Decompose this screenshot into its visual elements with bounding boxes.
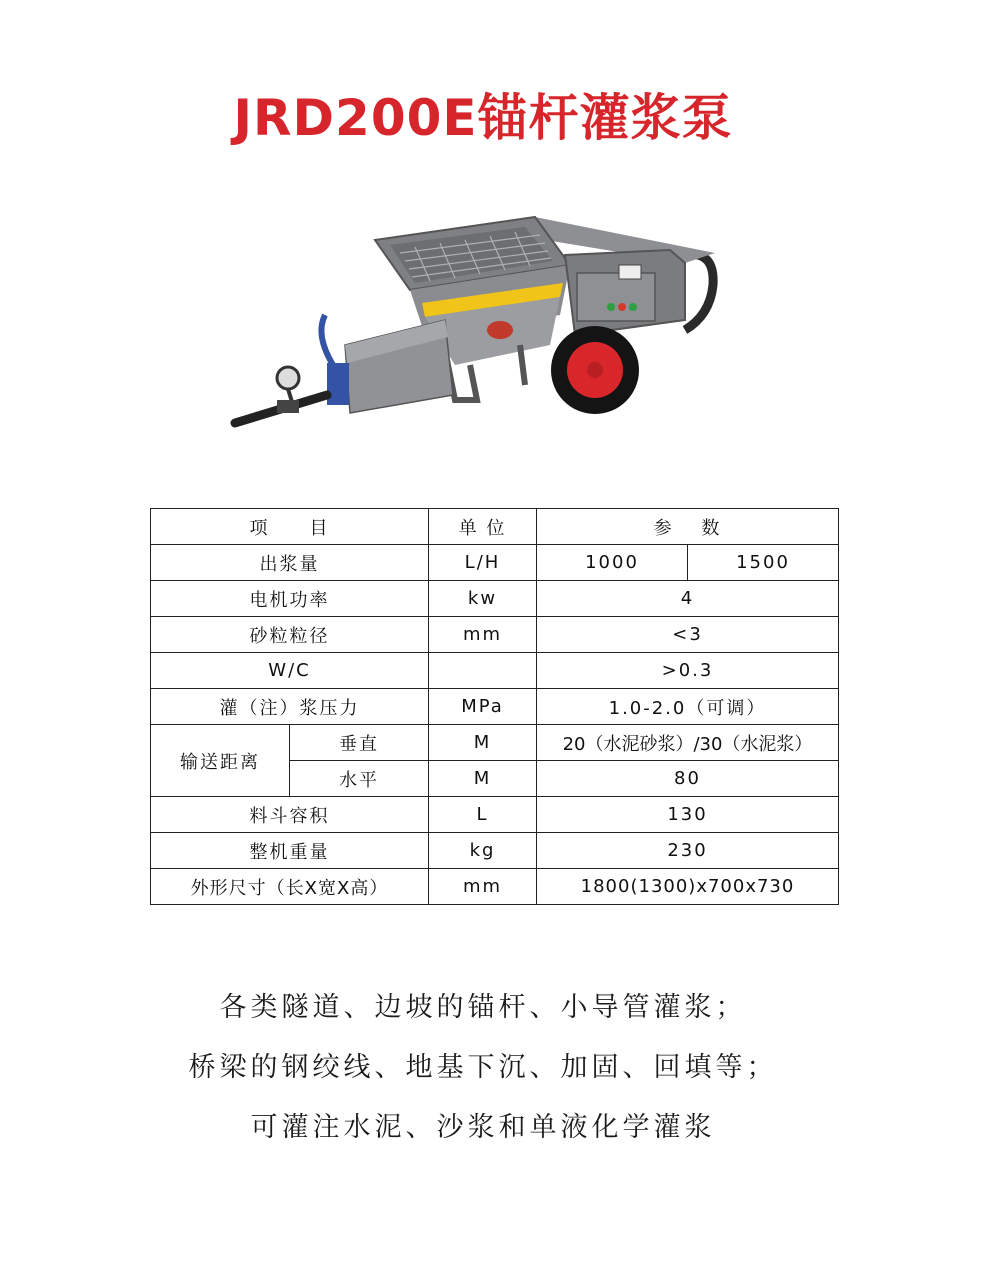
row-unit: mm <box>429 869 537 905</box>
table-row <box>151 653 839 689</box>
row-value: 4 <box>537 581 839 617</box>
table-row <box>151 797 839 833</box>
row-value: <3 <box>537 617 839 653</box>
row-label: 料斗容积 <box>151 797 429 833</box>
row-label: 外形尺寸（长X宽X高） <box>151 869 429 905</box>
header-unit: 单 位 <box>429 509 537 545</box>
table-row <box>151 545 839 581</box>
row-label: 灌（注）浆压力 <box>151 689 429 725</box>
row-group-label: 输送距离 <box>151 725 290 797</box>
row-label: 整机重量 <box>151 833 429 869</box>
row-unit: kw <box>429 581 537 617</box>
row-label: 砂粒粒径 <box>151 617 429 653</box>
product-photo <box>215 195 735 440</box>
table-row <box>151 689 839 725</box>
description-line: 可灌注水泥、沙浆和单液化学灌浆 <box>250 1112 716 1143</box>
row-unit: L <box>429 797 537 833</box>
row-unit: L/H <box>429 545 537 581</box>
table-row <box>151 581 839 617</box>
row-value: >0.3 <box>537 653 839 689</box>
row-label: 电机功率 <box>151 581 429 617</box>
spec-table <box>150 508 839 905</box>
row-value: 80 <box>537 761 839 797</box>
table-row <box>151 617 839 653</box>
header-param: 参 数 <box>537 509 839 545</box>
row-value: 130 <box>537 797 839 833</box>
row-unit <box>429 653 537 689</box>
row-unit: mm <box>429 617 537 653</box>
description-line: 桥梁的钢绞线、地基下沉、加固、回填等； <box>188 1052 778 1083</box>
table-row <box>151 725 839 761</box>
row-value: 1000 <box>537 545 688 581</box>
table-row <box>151 833 839 869</box>
row-value: 1.0-2.0（可调） <box>537 689 839 725</box>
page-title: JRD200E锚杆灌浆泵 <box>233 89 733 147</box>
row-value: 1500 <box>688 545 839 581</box>
header-item: 项 目 <box>151 509 429 545</box>
row-unit: MPa <box>429 689 537 725</box>
row-value: 20（水泥砂浆）/30（水泥浆） <box>537 725 839 761</box>
row-value: 1800(1300)x700x730 <box>537 869 839 905</box>
row-label: W/C <box>151 653 429 689</box>
row-sublabel: 垂直 <box>290 725 429 761</box>
row-label: 出浆量 <box>151 545 429 581</box>
table-row <box>151 869 839 905</box>
row-unit: M <box>429 725 537 761</box>
description-line: 各类隧道、边坡的锚杆、小导管灌浆； <box>219 992 747 1023</box>
row-sublabel: 水平 <box>290 761 429 797</box>
row-unit: M <box>429 761 537 797</box>
row-value: 230 <box>537 833 839 869</box>
row-unit: kg <box>429 833 537 869</box>
table-header-row <box>151 509 839 545</box>
